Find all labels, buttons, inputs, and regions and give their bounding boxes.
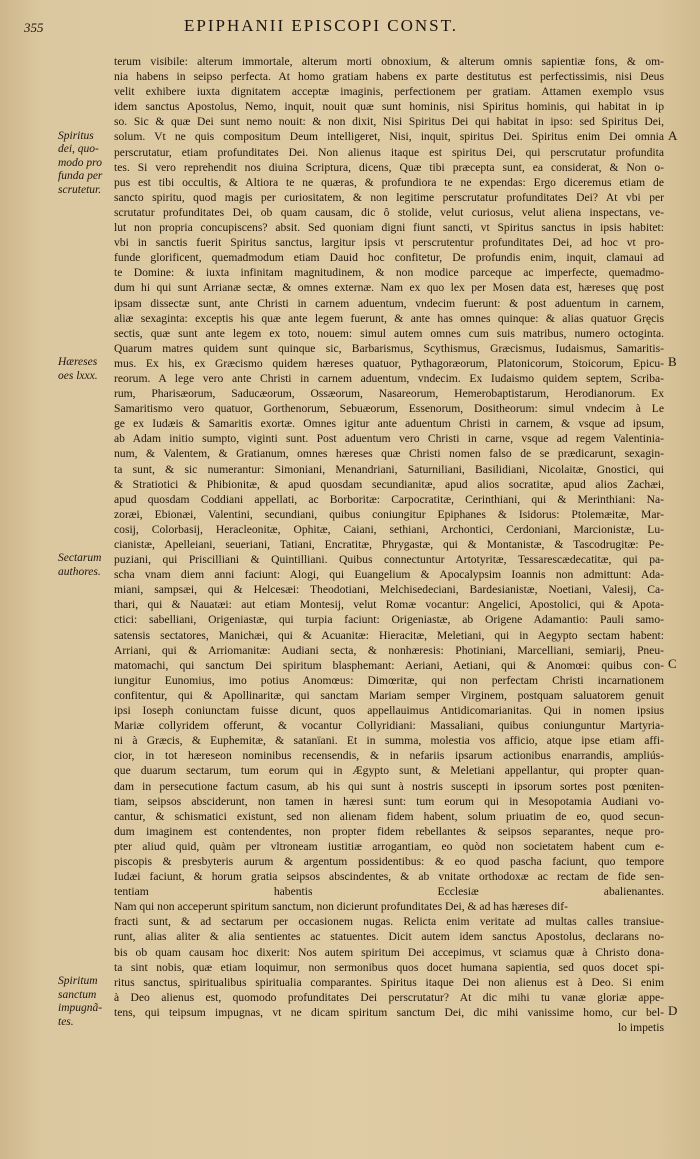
text-line: num, & Valentem, & Gratianum, omnes hæreses quæ Christi nomen falso de se prædicarunt, sexagin-: [114, 447, 664, 461]
text-line: fracti sunt, & ad sectarum per occasionem nugas. Relicta enim veritate ad multas calles transiue-: [114, 915, 664, 929]
margin-note-line: modo pro: [58, 156, 102, 169]
text-line: Samaritismo vero quatuor, Gorthenorum, Sebuæorum, Essenorum, Dositheorum: simul vndecim à Le: [114, 402, 664, 416]
text-line: zoræi, Ebionæi, Valentini, secundiani, quibus coniungitur Epiphanes & Isidorus: Ptolemæitæ, Mar-: [114, 507, 664, 521]
text-line: pter aliud quid, quàm per vltroneam iustitiæ arrogantiam, eo quòd non societatem habent cum e-: [114, 839, 664, 853]
running-head: [24, 16, 674, 40]
text-line: rum, Pharisæorum, Saducæorum, Ossæorum, Nasareorum, Hemerobaptistarum, Herodianorum. Ex: [114, 387, 664, 401]
margin-note: [58, 130, 114, 198]
margin-note: [58, 356, 114, 383]
section-letter: C: [668, 656, 677, 671]
text-line: Iudæi faciunt, & horum gratia seipsos abscindentes, & ab vnitate orthodoxæ ac rectam de fide sen-: [114, 870, 664, 884]
text-line: ni à Græcis, & Euphemitæ, & satanïani. Et in summa, molestia vos afficio, atque ipse etiam affi-: [114, 734, 664, 748]
text-line: confitentur, qui & Apollinaritæ, qui sanctam Mariam semper Virginem, postquam saluatorem genuit: [114, 688, 664, 702]
text-line: te Domine: & iuxta infinitam magnitudinem, & non modice parceque ac imperfecte, quemadmo-: [114, 266, 664, 280]
margin-note-line: oes lxxx.: [58, 369, 98, 382]
margin-note-line: Hæreses: [58, 356, 98, 368]
text-line: ta sunt, & sic numerantur: Simoniani, Menandriani, Saturniliani, Basilidiani, Nicolaitæ, Gnostici, qui: [114, 462, 664, 476]
text-line: cosij, Colorbasij, Heracleonitæ, Ophitæ, Caiani, sethiani, Archontici, Cerdoniani, Marcionistæ, Lu-: [114, 522, 664, 536]
text-line: dum hi qui sunt Arrianæ sectæ, & omnes externæ. Nam ex quo lex per Mosen data est, hæreses quę post: [114, 281, 664, 295]
text-line: lo impetis: [617, 1021, 664, 1034]
text-line: ipsi Ioseph coniunctam fuisse dicunt, quos appellauimus Antidicomarianitas. Qui in nomen ipsius: [114, 704, 664, 718]
text-line: ctici: sabelliani, Origeniastæ, qui turpia faciunt: Origeniastæ, ab Origene Adamantio: Pauli samo-: [114, 613, 664, 627]
text-line: Nam qui non acceperunt spiritum sanctum, non dicierunt profunditates Dei, & ad has hæreses dif-: [114, 900, 568, 914]
text-line: cior, in tot hæreseon nominibus recensendis, & in nefariis ipsarum actionibus enarrandis, ampliús-: [114, 749, 664, 763]
text-line: scrutatur profunditates Dei, ob quam causam, dic ô stolide, velut curiosus, velut aliena inspectans, ve-: [114, 205, 664, 219]
text-line: Arriani, qui & Arriomanitæ: Audiani secta, & nonhæresis: Photiniani, Marcelliani, semiarij, Pneu-: [114, 643, 664, 657]
text-line: apud quosdam Coddiani appellati, ac Borboritæ: Carpocratitæ, Cerinthiani, qui & Merinthiani: Na-: [114, 492, 664, 506]
text-line: ab Adam initio sumpto, viginti sunt. Post aduentum vero Christi in carne, vsque ad regem Valentinia-: [114, 432, 664, 446]
text-line: bis ob quam causam hoc dixerit: Nos autem spiritum Dei accepimus, vt sciamus quæ à Christo dona-: [114, 945, 664, 959]
text-line: terum visibile: alterum immortale, alterum morti obnoxium, & alterum omnis sapientiæ fons, & om-: [114, 55, 664, 68]
margin-note-line: impugnã-: [58, 1002, 103, 1015]
text-line: ritus sanctus, spiritualibus spiritualia comparantes. Spiritus itaque Dei non alienus est à Deo. Si enim: [114, 975, 664, 989]
text-line: tes. Si vero reprehendit nos diuina Scriptura, dicens, Quæ tibi præcepta sunt, ea considerat, & Non o-: [114, 160, 664, 174]
text-line: tentiam habentis Ecclesiæ abalienantes.: [114, 885, 664, 899]
text-line: sancto spiritu, quod magis per curiositatem, & non legitime perscrutatur profunditates Dei? At vbi per: [114, 190, 664, 204]
body-text: [114, 54, 664, 1035]
text-line: vbi in sanctis fuerit Spiritus sanctus, largitur ipsis vt perscrutentur profunditates Dei, ad hoc vt pro-: [114, 236, 664, 250]
margin-note-line: scrutetur.: [58, 183, 102, 196]
text-line: Quarum matres quidem sunt quinque sic, Barbarismus, Scythismus, Græcismus, Iudaismus, Samaritis-: [114, 341, 664, 355]
text-line: puziani, qui Priscilliani & Quintilliani. Quibus connectuntur Artotyritæ, Tessarescædecatitæ, qui pa-: [114, 553, 664, 567]
text-line: dam in persecutione factum casum, ab his qui sunt à nostris suscepti in ipsorum sortes post pœniten-: [114, 779, 664, 793]
text-line: piscopis & presbyteris aurum & argentum possidentibus: & eo quod pascha faciunt, quo tempore: [114, 854, 664, 868]
margin-note-line: Sectarum: [58, 552, 102, 565]
text-line: tiam, seipsos absciderunt, non tamen in hæresi sunt: tum eorum qui in Mesopotamia Audiani vo-: [114, 794, 664, 808]
section-letter: B: [668, 354, 677, 369]
section-letter: A: [668, 127, 678, 143]
text-line: tens, qui teipsum impugnas, vt ne dicam spiritum sanctum Dei, dic mihi vanissime homo, cur bel-: [114, 1005, 664, 1019]
margin-note-line: authores.: [58, 565, 101, 578]
text-line: cantur, & schismatici existunt, sed non alienam fidem habent, solum priuatim de eo, quod secun-: [114, 809, 664, 823]
text-line: velit exhibere iuxta dignitatem acceptæ imaginis, perfectionem per gratiam. Attamen exemplo vsus: [114, 85, 664, 99]
text-line: iungitur Eunomius, imo potius Anomœus: Dimœritæ, qui non perfectam Christi incarnationem: [114, 673, 664, 687]
margin-note: [58, 552, 114, 579]
text-line: solum. Vt ne quis compositum Deum intelligeret, Nisi, inquit, spiritus Dei. Spiritus enim Dei omnia: [114, 130, 664, 144]
text-line: ge ex Iudæis & Samaritis exortæ. Omnes igitur ante aduentum Christi in carnem, & vsque ad ipsum,: [114, 417, 664, 431]
text-line: dum imaginem est contendentes, non propter fidem rebellantes & seipsos separantes, neque pro-: [114, 824, 664, 838]
text-line: thari, qui & Nauatæi: aut etiam Montesij, velut Romæ vocantur: Angelici, Apostolici, qui & Apota-: [114, 598, 664, 612]
text-line: runt, alias aliter & alia sentientes ac statuentes. Dicit autem idem sanctus Apostolus, declarans no-: [114, 930, 664, 944]
text-line: matomachi, qui sanctum Dei spiritum blasphemant: Aeriani, Aetiani, qui & Anomœi: quibus con-: [114, 658, 664, 672]
margin-note: [58, 975, 114, 1029]
section-letter: D: [668, 1003, 678, 1019]
margin-note-line: Spiritum: [58, 975, 98, 988]
text-line: scha vnam diem anni faciunt: Alogi, qui Euangelium & Apocalypsim Ioannis non admittunt: Ada-: [114, 568, 664, 582]
text-line: nia habens in seipso perfecta. At homo gratiam habens ex parte destitutus est perfectissimis, nisi Deus: [114, 70, 664, 84]
text-line: reorum. A lege vero ante Christi in carnem aduentum, vndecim. Ex Iudaismo quidem septem, Scriba-: [114, 371, 664, 385]
text-line: aliæ sexaginta: exceptis his quæ ante legem fuerunt, & ante has omnes quinque: & alias quatuor Gręcis: [114, 311, 664, 325]
text-line: so. Sic & quæ Dei sunt nemo nouit: & non dixit, Nisi Spiritus Dei qui habitat in ipso: sed Spiritus Dei,: [114, 115, 664, 129]
text-line: Mariæ collyridem offerunt, & vocantur Collyridiani: Massaliani, quibus coniunguntur Martyria-: [114, 719, 664, 733]
text-line: & Stratiotici & Phibionitæ, & apud quosdam secundianitæ, apud alios socratitæ, apud alios Zachæi,: [114, 477, 664, 491]
margin-note-line: sanctum: [58, 988, 97, 1001]
text-line: pus est tibi occultis, & Altiora te ne quæras, & profundiora te ne expendas: Ergo diceremus etiam de: [114, 175, 664, 189]
text-line: que duarum sectarum, tum eorum qui in Ægypto sunt, & Meletiani appellantur, qui propter quan-: [114, 764, 664, 778]
text-line: perscrutatur, etiam profunditates Dei. Non alienus itaque est spiritus Dei, qui perscrutatur profundita: [114, 145, 664, 159]
text-line: cianistæ, Apelleiani, seueriani, Tatiani, Encratitæ, Phrygastæ, qui & Montanistæ, & Tascodrugitæ: Pe-: [114, 538, 664, 551]
text-line: lut non propria concupiscens? absit. Sed quoniam digni fiunt sancti, vt Spiritus sanctus in ipsis habitet:: [114, 221, 664, 235]
margin-note-line: dei, quo-: [58, 143, 99, 155]
page-number: 355: [24, 20, 44, 35]
text-line: mus. Ex his, ex Græcismo quidem hæreses quatuor, Pythagoræorum, Platonicorum, Stoicorum, Epicu-: [114, 356, 664, 370]
text-line: miani, sampsæi, qui & Helcesæi: Theodotiani, Melchisedeciani, Bardesianistæ, Noetiani, Valesij, Ca-: [114, 583, 664, 597]
text-line: ta sint nobis, quæ etiam loquimur, non sermonibus quos docet humana sapientia, sed quos docet spi-: [114, 960, 664, 974]
text-line: satensis sectatores, Manichæi, qui & Acuanitæ: Hieracitæ, Meletiani, qui in Aegypto sectam habent:: [114, 628, 664, 642]
text-line: à Deo alienus est, quomodo profunditates Dei perscrutatur? At dic mihi tu vanæ gloriæ appe-: [114, 990, 664, 1004]
margin-note-line: tes.: [58, 1015, 74, 1028]
text-line: idem sanctus Apostolus, Nemo, inquit, nouit quæ sunt hominis, nisi Spiritus hominis, qui habitat in ip: [114, 100, 664, 114]
margin-note-line: Spiritus: [58, 129, 94, 142]
margin-note-line: funda per: [58, 170, 103, 182]
running-title: EPIPHANII EPISCOPI CONST.: [184, 16, 459, 35]
text-line: funde glorificent, quemadmodum etiam Dauid hoc confitetur, De profundis enim, inquit, clamaui ad: [114, 251, 664, 265]
text-line: ipsam dissectæ sunt, ante Christi in carnem aduentum, vndecim fuerunt: & post aduentum in carnem,: [114, 296, 664, 310]
text-line: sectis, quæ sunt ante legem ex toto, nouem: simul autem omnes cum suis matribus, numero octoginta.: [114, 326, 664, 340]
